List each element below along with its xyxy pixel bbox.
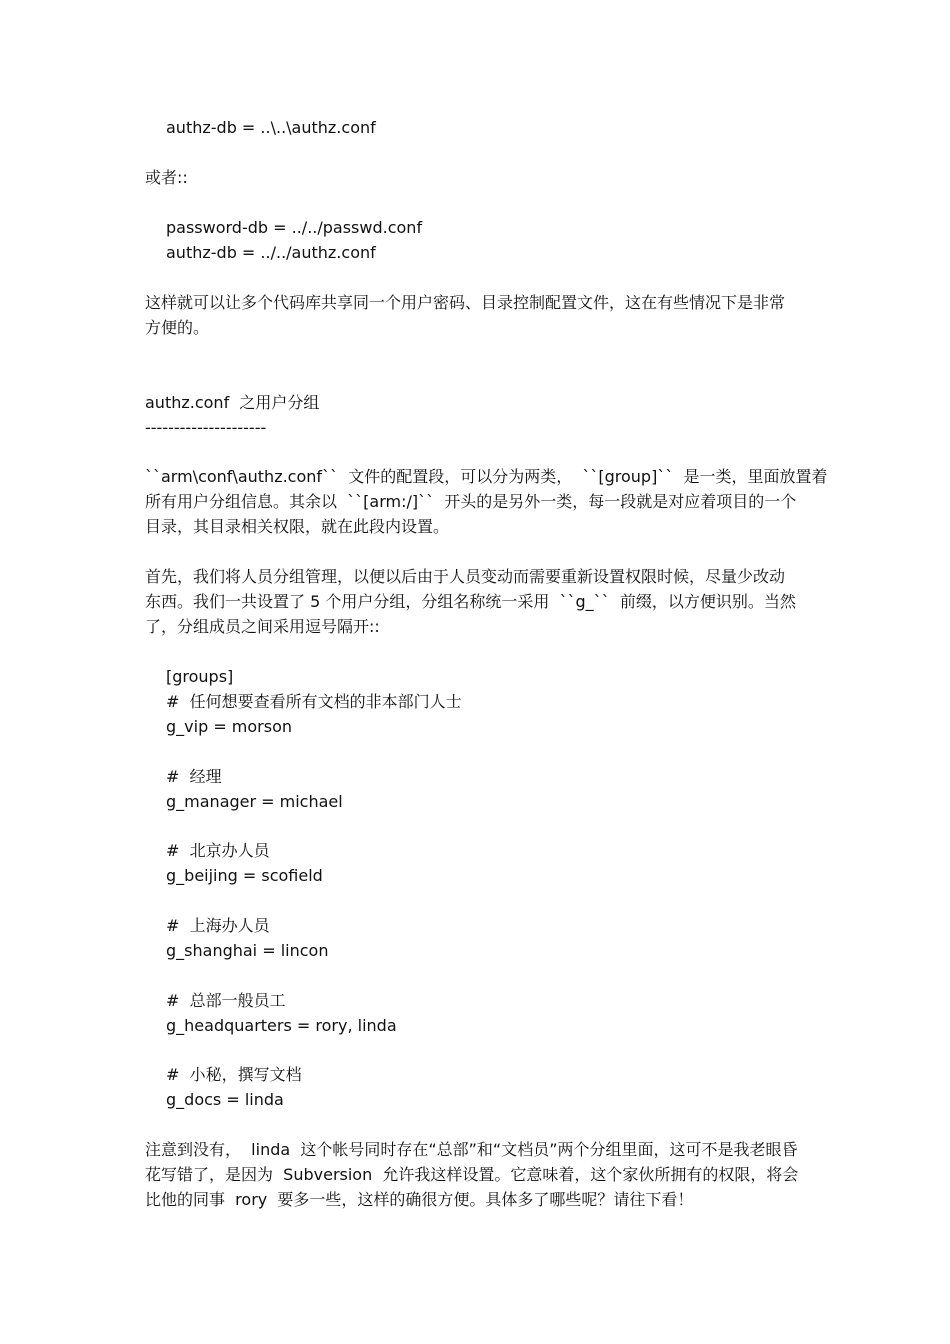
- group-shanghai: g_shanghai = lincon: [166, 941, 329, 960]
- group-headquarters: g_headquarters = rory, linda: [166, 1016, 397, 1035]
- paragraph-note-line-2: 花写错了，是因为 Subversion 允许我这样设置。它意味着，这个家伙所拥有的权限，将会: [145, 1165, 799, 1184]
- group-manager: g_manager = michael: [166, 792, 343, 811]
- code-authz-db: authz-db = ../../authz.conf: [166, 243, 376, 262]
- comment-vip: # 任何想要查看所有文档的非本部门人士: [166, 692, 462, 711]
- paragraph-note-line-3: 比他的同事 rory 要多一些，这样的确很方便。具体多了哪些呢？请往下看！: [145, 1190, 694, 1209]
- comment-headquarters: # 总部一般员工: [166, 991, 286, 1010]
- paragraph-groups-line-2: 东西。我们一共设置了 5 个用户分组，分组名称统一采用 ``g_`` 前缀，以方便识别。当然: [145, 592, 796, 611]
- comment-shanghai: # 上海办人员: [166, 916, 270, 935]
- comment-manager: # 经理: [166, 767, 222, 786]
- paragraph-intro-line-2: 所有用户分组信息。其余以 ``[arm:/]`` 开头的是另外一类，每一段就是对应着项目的一个: [145, 492, 797, 511]
- group-docs: g_docs = linda: [166, 1090, 284, 1109]
- paragraph-groups-line-3: 了，分组成员之间采用逗号隔开::: [145, 617, 380, 636]
- group-beijing: g_beijing = scofield: [166, 866, 323, 885]
- paragraph-intro-line-1: ``arm\conf\authz.conf`` 文件的配置段，可以分为两类， ``[group]`` 是一类，里面放置着: [145, 467, 828, 486]
- comment-docs: # 小秘，撰写文档: [166, 1065, 302, 1084]
- paragraph-shared-line-2: 方便的。: [145, 318, 210, 337]
- paragraph-note-line-1: 注意到没有， linda 这个帐号同时存在“总部”和“文档员”两个分组里面，这可不是我老眼昏: [145, 1140, 798, 1159]
- paragraph-intro-line-3: 目录，其目录相关权限，就在此段内设置。: [145, 517, 450, 536]
- section-heading: authz.conf 之用户分组: [145, 393, 320, 412]
- code-password-db: password-db = ../../passwd.conf: [166, 218, 423, 237]
- comment-beijing: # 北京办人员: [166, 841, 270, 860]
- or-label: 或者::: [145, 168, 188, 187]
- paragraph-shared-line-1: 这样就可以让多个代码库共享同一个用户密码、目录控制配置文件，这在有些情况下是非常: [145, 293, 786, 312]
- group-vip: g_vip = morson: [166, 717, 293, 736]
- code-authz-db-windows: authz-db = ..\..\authz.conf: [166, 118, 376, 137]
- paragraph-groups-line-1: 首先，我们将人员分组管理，以便以后由于人员变动而需要重新设置权限时候，尽量少改动: [145, 567, 786, 586]
- section-rule: ---------------------: [145, 418, 267, 437]
- groups-header: [groups]: [166, 667, 234, 686]
